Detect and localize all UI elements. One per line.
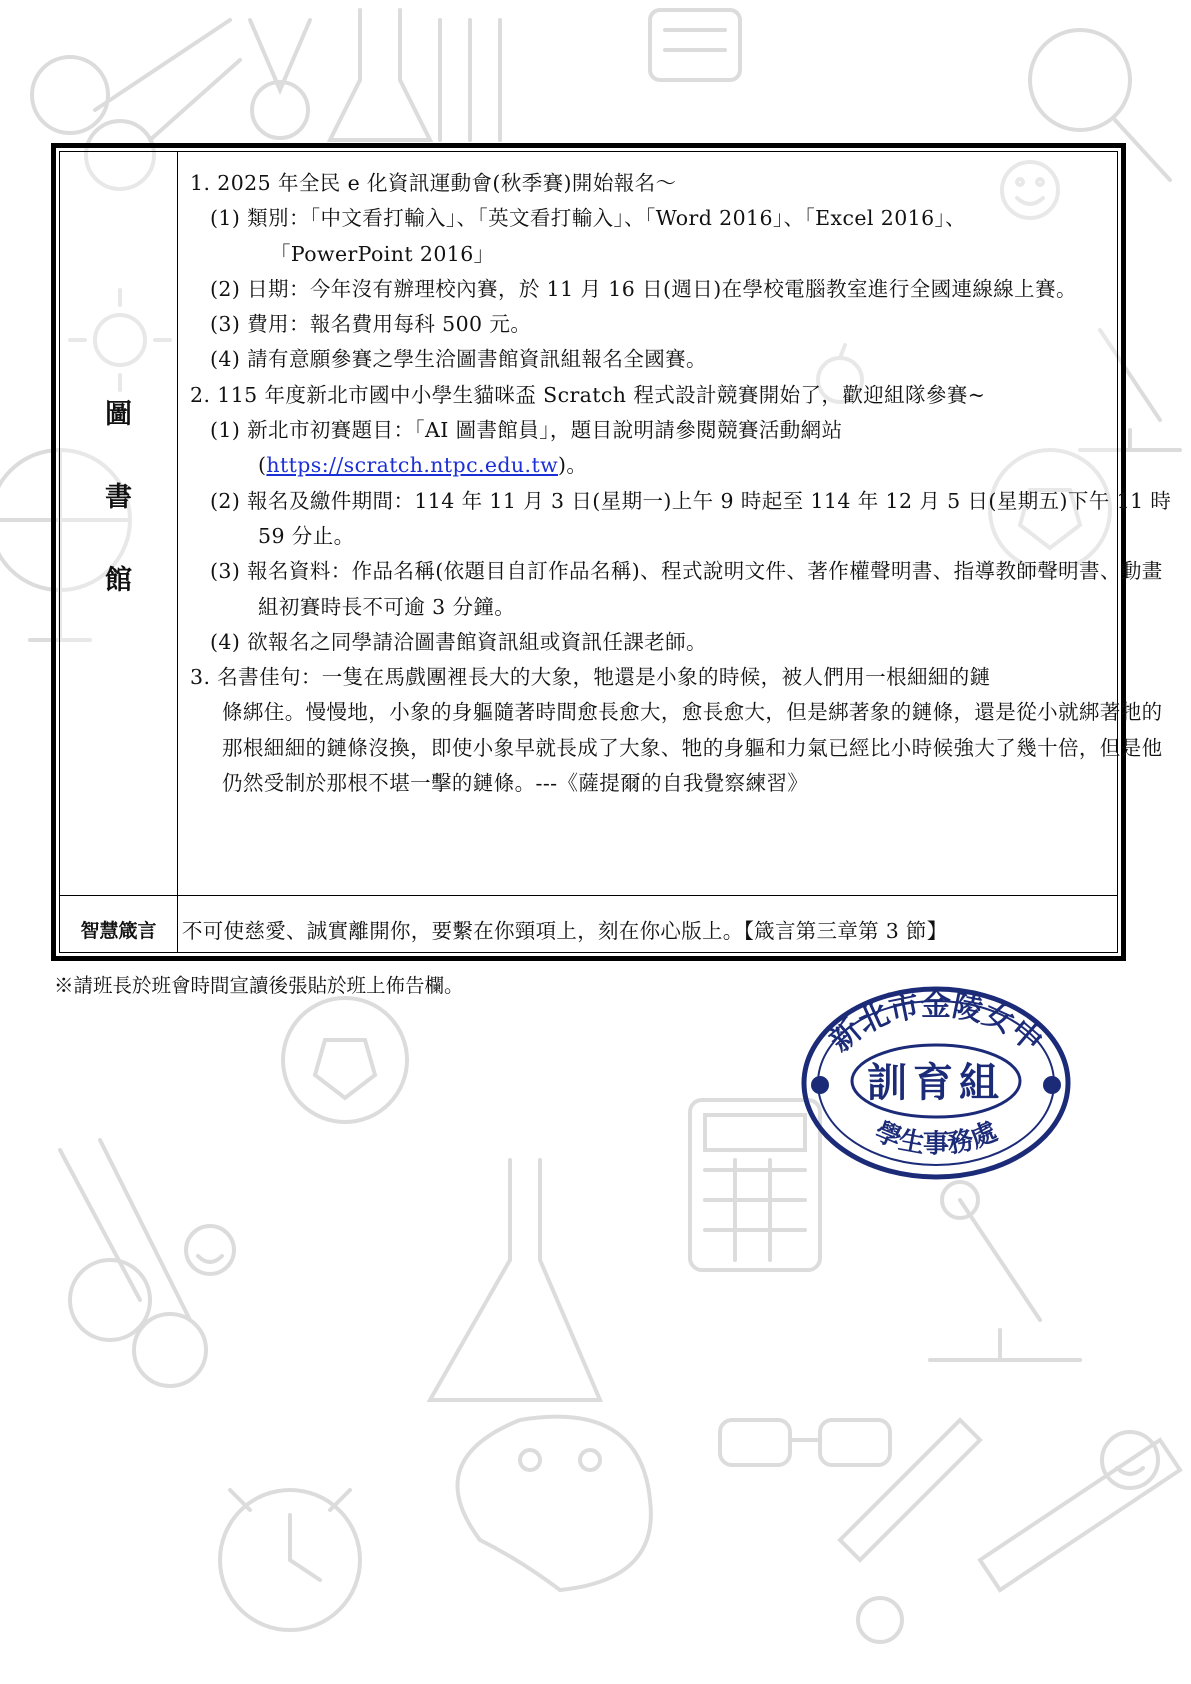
flask-doodle-icon: [430, 1160, 600, 1400]
pencil-doodle-icon: [840, 1420, 980, 1560]
microscope-doodle-icon: [930, 1182, 1080, 1360]
seal-center-text: 訓育組: [867, 1059, 1005, 1106]
label-char: 書: [105, 482, 132, 513]
paren-open: (: [258, 453, 267, 478]
item-1-category-cont: 「PowerPoint 2016」: [270, 241, 495, 266]
palette-doodle-icon: [458, 1417, 651, 1590]
item-2-contact: (4) 欲報名之同學請洽圖書館資訊組或資訊任課老師。: [210, 629, 707, 654]
item-3-quote: 條綁住。慢慢地，小象的身軀隨著時間愈長愈大，愈長愈大，但是綁著象的鏈條，還是從小就綁著牠的那根細細的鏈條沒換，即使小象早就長成了大象、牠的身軀和力氣已經比小時候強大了幾十倍，但是他仍然受制於那根不堪一擊的鏈條。---《薩提爾的自我覺察練習》: [222, 700, 1163, 796]
item-1-date: (2) 日期：今年沒有辦理校內賽，於 11 月 16 日(週日)在學校電腦教室進行全國連線線上賽。: [210, 276, 1077, 301]
item-3-title: 3. 名書佳句：一隻在馬戲團裡長大的大象，牠還是小象的時候，被人們用一根細細的鏈: [190, 665, 991, 690]
alarm-clock-doodle-icon: [220, 1490, 360, 1630]
bulletin-table: [59, 151, 1172, 953]
item-2-topic: (1) 新北市初賽題目：「AI 圖書館員」，題目說明請參閱競賽活動網站: [210, 418, 843, 443]
bulletin-frame: [51, 143, 1172, 961]
item-2-website-line: [190, 448, 1175, 483]
ruler-doodle-icon: [980, 1440, 1180, 1590]
seal-top-text: 新北市金陵女中: [823, 988, 1049, 1060]
seal-bottom-text: 學生事務處: [870, 1116, 1002, 1160]
paren-close: )。: [558, 453, 588, 478]
item-1-fee: (3) 費用：報名費用每科 500 元。: [210, 312, 532, 337]
item-1-signup: (4) 請有意願參賽之學生洽圖書館資訊組報名全國賽。: [210, 347, 707, 372]
posting-note: ※請班長於班會時間宣讀後張貼於班上佈告欄。: [54, 974, 464, 997]
calculator-doodle-icon: [650, 10, 740, 80]
scratch-website-link[interactable]: https://scratch.ntpc.edu.tw: [266, 453, 559, 478]
column-divider: [177, 152, 178, 952]
wisdom-text: 不可使慈愛、誠實離開你，要繫在你頸項上，刻在你心版上。【箴言第三章第 3 節】: [182, 919, 948, 943]
scissors-doodle-icon: [60, 1140, 206, 1386]
item-2-title: 2. 115 年度新北市國中小學生貓咪盃 Scratch 程式設計競賽開始了，歡迎組隊參賽~: [190, 382, 986, 407]
soccer-ball-doodle-icon: [283, 998, 407, 1122]
school-seal-stamp: [798, 983, 1074, 1183]
smiley-doodle-icon: [186, 1226, 234, 1274]
label-char: 館: [105, 565, 132, 596]
item-1-title: 1. 2025 年全民 e 化資訊運動會(秋季賽)開始報名～: [190, 171, 677, 195]
glasses-doodle-icon: [720, 1420, 890, 1465]
library-section-label: [60, 392, 177, 597]
item-1-category: (1) 類別：「中文看打輸入」、「英文看打輸入」、「Word 2016」、「Excel 2016」、: [210, 206, 967, 231]
medal-doodle-icon: [250, 20, 310, 138]
library-announcements: [190, 166, 1175, 801]
wisdom-label: 智慧箴言: [80, 919, 157, 942]
flask-doodle-icon: [330, 10, 500, 140]
item-2-period: (2) 報名及繳件期間：114 年 11 月 3 日(星期一)上午 9 時起至 114 年 12 月 5 日(星期五)下午 11 時 59 分止。: [210, 488, 1172, 548]
label-char: 圖: [105, 399, 132, 430]
item-2-materials: (3) 報名資料：作品名稱(依題目自訂作品名稱)、程式說明文件、著作權聲明書、指導教師聲明書、動畫組初賽時長不可逾 3 分鐘。: [210, 559, 1163, 619]
